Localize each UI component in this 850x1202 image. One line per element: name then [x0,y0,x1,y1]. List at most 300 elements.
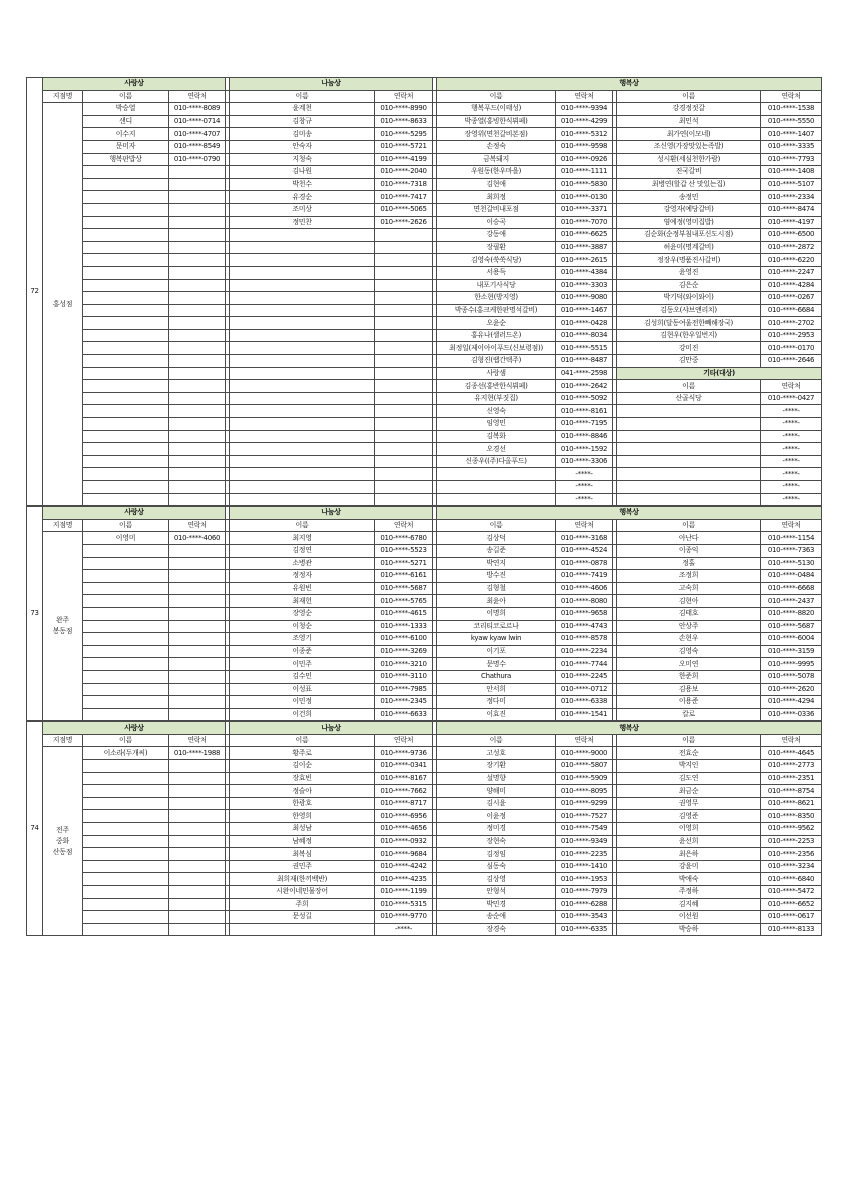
haengbok-name: 최은하 [617,848,761,861]
sarang-name [83,570,169,583]
sarang-contact [169,355,226,368]
haengbok-contact: 010-****-8474 [761,203,822,216]
sarang-contact [169,886,226,899]
sarang-name [83,810,169,823]
haengbok-contact: 010-****-6668 [761,582,822,595]
sarang-name [83,544,169,557]
sarang-contact [169,658,226,671]
haengbok-contact: 010-****-3335 [761,140,822,153]
nanum-contact [375,367,433,380]
nanum-contact [375,468,433,481]
nanum-contact: 010-****-9770 [375,911,433,924]
haengbok-name: 문명수 [437,658,556,671]
extra-contact: -****- [761,455,822,468]
branch-table-73 [26,506,822,721]
haengbok-contact: 010-****-2245 [556,670,613,683]
group-header-row [27,507,822,520]
extra-contact: -****- [761,405,822,418]
haengbok-name: 김은순 [617,279,761,292]
nanum-name [230,392,375,405]
group-header-extra: 기타(대상) [617,367,822,380]
haengbok-contact: 010-****-3168 [556,532,613,545]
haengbok-contact: 010-****-5312 [556,128,613,141]
branch-name: 전주 중화 산동점 [43,747,83,936]
haengbok-name: 김순화(순정부침내포신도시점) [617,229,761,242]
haengbok-name: 코리티코로르나 [437,620,556,633]
haengbok-contact: 010-****-6338 [556,696,613,709]
haengbok-contact: 010-****-1467 [556,304,613,317]
haengbok-name: 이기포 [437,645,556,658]
nanum-name [230,266,375,279]
col-header-contact: 연락처 [169,734,226,747]
nanum-name [230,443,375,456]
nanum-name: 장영순 [230,607,375,620]
haengbok-name: 김성희(달동여울전한빼해장국) [617,317,761,330]
haengbok-contact: 010-****-6288 [556,898,613,911]
haengbok-name: 오윤순 [437,317,556,330]
extra-contact: -****- [761,468,822,481]
sarang-contact [169,342,226,355]
haengbok-contact: 010-****-2235 [556,848,613,861]
haengbok-contact: 010-****-1407 [761,128,822,141]
haengbok-name: 강영자(예당갈비) [617,203,761,216]
nanum-contact: 010-****-1199 [375,886,433,899]
col-header-name: 이름 [230,90,375,103]
table-row [27,810,822,823]
sarang-name [83,266,169,279]
table-row [27,570,822,583]
nanum-name: 이청순 [230,620,375,633]
haengbok-name: 장현숙 [437,835,556,848]
nanum-name [230,380,375,393]
sarang-contact [169,797,226,810]
table-row [27,103,822,116]
nanum-name [230,279,375,292]
nanum-name: 김이순 [230,760,375,773]
nanum-contact [375,229,433,242]
winners-list [26,77,821,936]
table-row [27,532,822,545]
haengbok-name: 박기덕(와이와이) [617,292,761,305]
haengbok-name: 장경숙 [437,923,556,936]
haengbok-contact: 010-****-2234 [556,645,613,658]
sarang-contact: 010-****-4707 [169,128,226,141]
haengbok-name: 박애숙 [617,873,761,886]
haengbok-name: 사랑샘 [437,367,556,380]
haengbok-name: 내포기사식당 [437,279,556,292]
haengbok-contact: 010-****-6220 [761,254,822,267]
haengbok-name: 권영무 [617,797,761,810]
nanum-contact: 010-****-6780 [375,532,433,545]
sarang-name [83,317,169,330]
sarang-contact [169,279,226,292]
col-header-name: 이름 [83,90,169,103]
col-header-name: 이름 [83,734,169,747]
col-header-branch: 지점명 [43,519,83,532]
sarang-name [83,430,169,443]
nanum-contact [375,405,433,418]
haengbok-contact: 010-****-6840 [761,873,822,886]
table-row [27,797,822,810]
nanum-contact [375,317,433,330]
sarang-contact [169,481,226,494]
group-header-haengbok: 행복상 [437,722,822,735]
haengbok-contact: 010-****-3234 [761,860,822,873]
group-header-sarang: 사랑상 [43,78,226,91]
haengbok-contact: 010-****-2872 [761,241,822,254]
haengbok-contact: 010-****-8754 [761,785,822,798]
haengbok-name: 김현아 [617,595,761,608]
sarang-name [83,696,169,709]
haengbok-contact: 010-****-3306 [556,455,613,468]
haengbok-name: 안상주 [617,620,761,633]
group-header-nanum: 나눔상 [230,722,433,735]
sarang-contact [169,708,226,721]
nanum-name: 이민정 [230,696,375,709]
nanum-contact: 010-****-5721 [375,140,433,153]
table-row [27,304,822,317]
sarang-contact [169,229,226,242]
haengbok-name: Chathura [437,670,556,683]
haengbok-contact: 010-****-1410 [556,860,613,873]
nanum-name: 김나원 [230,166,375,179]
haengbok-contact: 010-****-9995 [761,658,822,671]
haengbok-name: 김현우(한우일번지) [617,329,761,342]
haengbok-name: 김정임 [437,848,556,861]
nanum-name: 김정연 [230,544,375,557]
haengbok-name [437,493,556,506]
nanum-contact: 010-****-1333 [375,620,433,633]
nanum-contact: 010-****-6956 [375,810,433,823]
col-header-name: 이름 [617,519,761,532]
table-row [27,430,822,443]
haengbok-contact: 010-****-2351 [761,772,822,785]
haengbok-contact: 010-****-7744 [556,658,613,671]
haengbok-name: 이명희 [437,607,556,620]
nanum-contact: 010-****-5765 [375,595,433,608]
sarang-contact [169,392,226,405]
table-row [27,633,822,646]
haengbok-name: 김동오(샤브앤리치) [617,304,761,317]
col-header-name: 이름 [617,734,761,747]
haengbok-contact: 010-****-2253 [761,835,822,848]
table-row [27,178,822,191]
col-header-name: 이름 [230,734,375,747]
table-row [27,203,822,216]
table-row [27,191,822,204]
haengbok-contact: 010-****-1953 [556,873,613,886]
extra-name [617,481,761,494]
haengbok-contact: 010-****-1592 [556,443,613,456]
haengbok-contact: 010-****-5515 [556,342,613,355]
sarang-name [83,329,169,342]
haengbok-contact: 010-****-3303 [556,279,613,292]
sarang-name [83,405,169,418]
table-row [27,760,822,773]
nanum-contact [375,481,433,494]
nanum-contact [375,342,433,355]
nanum-name [230,481,375,494]
haengbok-contact: 010-****-1541 [556,708,613,721]
haengbok-name: 김태호 [617,607,761,620]
haengbok-contact: 010-****-5830 [556,178,613,191]
sarang-name [83,166,169,179]
table-row [27,835,822,848]
haengbok-name: 이영희 [617,823,761,836]
haengbok-contact: 010-****-9080 [556,292,613,305]
haengbok-contact: 010-****-8034 [556,329,613,342]
col-header-contact: 연락처 [375,734,433,747]
table-row [27,823,822,836]
haengbok-contact: 010-****-4524 [556,544,613,557]
sarang-name [83,216,169,229]
haengbok-name: 송정민 [617,191,761,204]
haengbok-contact: 010-****-7527 [556,810,613,823]
nanum-contact [375,443,433,456]
sarang-name: 샌디 [83,115,169,128]
table-row [27,708,822,721]
sarang-name [83,823,169,836]
haengbok-contact: 010-****-4299 [556,115,613,128]
haengbok-name: 김상영 [437,873,556,886]
nanum-contact: 010-****-5271 [375,557,433,570]
nanum-name: 이성표 [230,683,375,696]
table-row [27,128,822,141]
extra-name [617,468,761,481]
haengbok-name: 송순애 [437,911,556,924]
nanum-name: 안숙자 [230,140,375,153]
col-header-name: 이름 [437,519,556,532]
haengbok-contact: -****- [556,481,613,494]
nanum-contact: 010-****-4199 [375,153,433,166]
sarang-contact [169,544,226,557]
col-header-contact: 연락처 [556,734,613,747]
haengbok-contact: 010-****-8621 [761,797,822,810]
nanum-name: 최희재(한끼백반) [230,873,375,886]
extra-contact: -****- [761,443,822,456]
haengbok-name: 김복화 [437,430,556,443]
haengbok-contact: 010-****-4645 [761,747,822,760]
sarang-name [83,380,169,393]
nanum-name: 최지영 [230,532,375,545]
nanum-contact: 010-****-5687 [375,582,433,595]
nanum-name: 최재헌 [230,595,375,608]
nanum-contact: 010-****-4235 [375,873,433,886]
nanum-contact: 010-****-4242 [375,860,433,873]
sarang-contact [169,645,226,658]
nanum-name: 황주로 [230,747,375,760]
nanum-contact: 010-****-5523 [375,544,433,557]
nanum-name: 주희 [230,898,375,911]
haengbok-contact: 010-****-7793 [761,153,822,166]
sarang-contact [169,493,226,506]
nanum-contact: 010-****-7662 [375,785,433,798]
nanum-contact [375,430,433,443]
haengbok-name: 정미경 [437,823,556,836]
haengbok-name: 김영숙 [617,645,761,658]
col-header-contact: 연락처 [375,519,433,532]
haengbok-name: 장영위(면천갈비본점) [437,128,556,141]
haengbok-name: 칼로 [617,708,761,721]
nanum-contact [375,380,433,393]
nanum-contact: 010-****-9684 [375,848,433,861]
column-header-row [27,734,822,747]
sarang-contact [169,898,226,911]
haengbok-contact: 010-****-5130 [761,557,822,570]
group-header-sarang: 사랑상 [43,507,226,520]
extra-name: 산골식당 [617,392,761,405]
nanum-contact [375,493,433,506]
table-row [27,443,822,456]
nanum-contact [375,355,433,368]
col-header-contact: 연락처 [375,90,433,103]
haengbok-contact: 010-****-7363 [761,544,822,557]
haengbok-name: 최가연(이모네) [617,128,761,141]
sarang-name [83,455,169,468]
sarang-name [83,708,169,721]
haengbok-contact: 010-****-4197 [761,216,822,229]
nanum-contact [375,329,433,342]
sarang-name [83,203,169,216]
haengbok-contact: 010-****-9394 [556,103,613,116]
extra-contact: 010-****-0427 [761,392,822,405]
branch-name: 완주 봉동점 [43,532,83,721]
haengbok-name: 김영숙(쑥쑥식당) [437,254,556,267]
nanum-name: 장효빈 [230,772,375,785]
haengbok-name: 김지혜 [617,898,761,911]
group-header-haengbok: 행복상 [437,78,822,91]
group-header-row [27,722,822,735]
nanum-name: 남혜정 [230,835,375,848]
haengbok-contact: 010-****-8350 [761,810,822,823]
sarang-contact [169,329,226,342]
sarang-name [83,229,169,242]
haengbok-contact: 010-****-0428 [556,317,613,330]
nanum-name [230,468,375,481]
haengbok-name: 최병연(할갑 산 맛있는집) [617,178,761,191]
sarang-contact [169,266,226,279]
nanum-contact [375,279,433,292]
nanum-contact: 010-****-2040 [375,166,433,179]
haengbok-name: 최정일(제이아이푸드(신보령점)) [437,342,556,355]
table-row [27,886,822,899]
sarang-contact [169,607,226,620]
haengbok-name: 장기환 [437,760,556,773]
sarang-name [83,367,169,380]
nanum-contact: 010-****-4656 [375,823,433,836]
sarang-name [83,607,169,620]
haengbok-name: 정홀 [617,557,761,570]
section-number: 73 [27,507,43,721]
sarang-name [83,633,169,646]
haengbok-name: 한소현(방지영) [437,292,556,305]
nanum-name [230,241,375,254]
table-row [27,645,822,658]
nanum-name [230,292,375,305]
sarang-name [83,670,169,683]
table-row [27,392,822,405]
nanum-name [230,229,375,242]
table-row [27,367,822,380]
sarang-name [83,760,169,773]
haengbok-contact: 010-****-5092 [556,392,613,405]
branch-table-72 [26,77,822,506]
nanum-contact: 010-****-6100 [375,633,433,646]
haengbok-name [437,468,556,481]
sarang-contact [169,443,226,456]
sarang-name [83,683,169,696]
sarang-name: 이영미 [83,532,169,545]
nanum-name: 정정자 [230,570,375,583]
nanum-contact [375,392,433,405]
haengbok-name: 김시윤 [437,797,556,810]
table-row [27,342,822,355]
col-header-name: 이름 [437,90,556,103]
nanum-name [230,405,375,418]
table-row [27,658,822,671]
haengbok-name: 안서희 [437,683,556,696]
nanum-contact: 010-****-5315 [375,898,433,911]
table-row [27,317,822,330]
nanum-name [230,329,375,342]
sarang-contact: 010-****-0790 [169,153,226,166]
sarang-contact [169,216,226,229]
sarang-contact [169,835,226,848]
extra-name [617,430,761,443]
table-row [27,873,822,886]
sarang-contact [169,468,226,481]
haengbok-contact: 010-****-2953 [761,329,822,342]
sarang-name [83,493,169,506]
table-row [27,582,822,595]
nanum-contact: 010-****-7318 [375,178,433,191]
haengbok-name: 김형진(랩간택주) [437,355,556,368]
haengbok-contact: 010-****-5472 [761,886,822,899]
table-row [27,229,822,242]
haengbok-contact: 010-****-2437 [761,595,822,608]
col-header-contact: 연락처 [761,90,822,103]
haengbok-name: 방수진 [437,570,556,583]
nanum-name [230,418,375,431]
sarang-name [83,886,169,899]
haengbok-name: 조신영(가장맛있는족발) [617,140,761,153]
nanum-name: 소병관 [230,557,375,570]
sarang-contact [169,923,226,936]
sarang-name: 문미자 [83,140,169,153]
nanum-name: 권민주 [230,860,375,873]
sarang-contact [169,178,226,191]
group-header-nanum: 나눔상 [230,507,433,520]
haengbok-name: 임영민 [437,418,556,431]
section-number: 74 [27,722,43,936]
table-row [27,279,822,292]
haengbok-name: 한준희 [617,670,761,683]
nanum-contact: 010-****-3269 [375,645,433,658]
table-row [27,266,822,279]
sarang-contact [169,191,226,204]
sarang-contact [169,760,226,773]
haengbok-name: 신영숙 [437,405,556,418]
table-row [27,860,822,873]
sarang-name [83,923,169,936]
nanum-name: 윤계천 [230,103,375,116]
sarang-name [83,848,169,861]
sarang-contact [169,430,226,443]
table-row [27,455,822,468]
sarang-contact [169,254,226,267]
sarang-contact [169,367,226,380]
nanum-name: 정슬아 [230,785,375,798]
